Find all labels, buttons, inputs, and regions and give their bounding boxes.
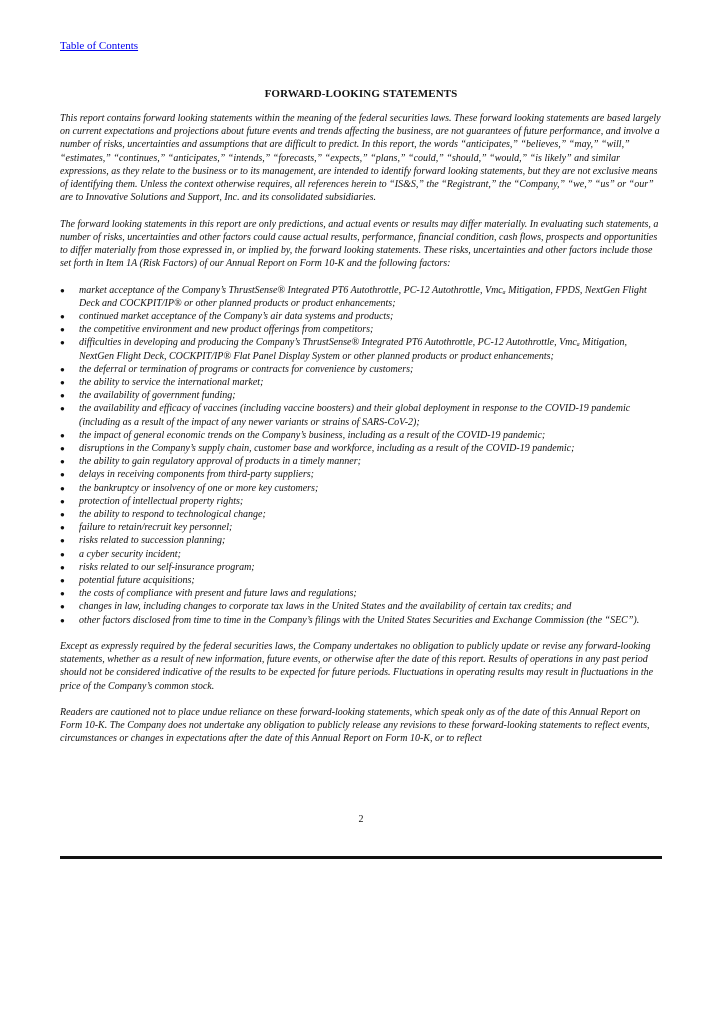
list-item bbox=[60, 310, 662, 323]
list-item bbox=[60, 508, 662, 521]
list-item-text: disruptions in the Company’s supply chain, customer base and workforce, including as a result of the COVID-19 pandemic; bbox=[79, 443, 575, 455]
list-item bbox=[60, 284, 662, 310]
list-item-text: the availability and efficacy of vaccines (including vaccine boosters) and their global deployment in response to the COVID-19 pandemic (including as a result of the impact of any newer variants or strains of SARS-CoV-2); bbox=[79, 403, 631, 428]
list-item bbox=[60, 336, 662, 362]
list-item-text: continued market acceptance of the Company’s air data systems and products; bbox=[79, 311, 394, 323]
list-item bbox=[60, 521, 662, 534]
list-item-text: difficulties in developing and producing the Company’s ThrustSense® Integrated PT6 Autothrottle, PC-12 Autothrottle, Vmcₐ Mitigation, NextGen Flight Deck, COCKPIT/IP® Flat Panel Display System or other planned products or product enhancements; bbox=[79, 337, 627, 362]
list-item bbox=[60, 363, 662, 376]
table-of-contents-link[interactable]: Table of Contents bbox=[60, 40, 139, 52]
intro-paragraph: This report contains forward looking statements within the meaning of the federal securities laws. These forward looking statements are based largely on current expectations and projections about future events and trends affecting the business, are not guarantees of future performance, and involve a number of risks, uncertainties and assumptions that are difficult to predict. In this report, the words “anticipates,” “believes,” “may,” “will,” “estimates,” “continues,” “anticipates,” “intends,” “forecasts,” “expects,” “plans,” “could,” “should,” “would,” “is likely” and similar expressions, as they relate to the business or to its management, are intended to identify forward looking statements, but they are not exclusive means of identifying them. Unless the context otherwise requires, all references herein to “IS&S,” the “Registrant,” the “Company,” “we,” “us” or “our” are to Innovative Solutions and Support, Inc. and its consolidated subsidiaries. bbox=[60, 113, 661, 204]
list-item-text: the ability to gain regulatory approval of products in a timely manner; bbox=[79, 456, 361, 468]
list-item-text: the impact of general economic trends on the Company’s business, including as a result of the COVID-19 pandemic; bbox=[79, 429, 546, 441]
list-item-text: the bankruptcy or insolvency of one or more key customers; bbox=[79, 482, 319, 494]
bullet-icon: ● bbox=[60, 549, 65, 559]
bullet-icon: ● bbox=[60, 536, 65, 546]
bullet-icon: ● bbox=[60, 496, 65, 506]
list-item bbox=[60, 323, 662, 336]
caution-paragraph: Readers are cautioned not to place undue reliance on these forward-looking statements, which speak only as of the date of this Annual Report on Form 10-K. The Company does not undertake any obligation to publicly release any revisions to these forward-looking statements to reflect events, circumstances or changes in expectations after the date of this Annual Report on Form 10-K, or to reflect bbox=[60, 707, 650, 745]
list-item-text: the ability to service the international market; bbox=[79, 377, 264, 389]
list-item-text: protection of intellectual property rights; bbox=[79, 495, 244, 507]
list-item bbox=[60, 600, 662, 613]
page-divider bbox=[60, 856, 662, 859]
list-item bbox=[60, 376, 662, 389]
obligation-paragraph: Except as expressly required by the federal securities laws, the Company undertakes no obligation to publicly update or revise any forward-looking statements, whether as a result of new information, future events, or otherwise after the date of this report. Results of operations in any past period should not be considered indicative of the results to be expected for future periods. Fluctuations in operating results may result in fluctuations in the price of the Company’s common stock. bbox=[60, 641, 654, 692]
page-number: 2 bbox=[358, 814, 364, 825]
bullet-icon: ● bbox=[60, 470, 65, 480]
list-item bbox=[60, 389, 662, 402]
list-item bbox=[60, 442, 662, 455]
list-item bbox=[60, 561, 662, 574]
bullet-icon: ● bbox=[60, 457, 65, 467]
list-item bbox=[60, 534, 662, 547]
risk-factor-list bbox=[60, 284, 662, 627]
list-item-text: the costs of compliance with present and future laws and regulations; bbox=[79, 588, 357, 600]
list-item-text: the competitive environment and new product offerings from competitors; bbox=[79, 324, 374, 336]
bullet-icon: ● bbox=[60, 523, 65, 533]
list-item bbox=[60, 495, 662, 508]
list-item-text: risks related to our self-insurance program; bbox=[79, 561, 255, 573]
bullet-icon: ● bbox=[60, 444, 65, 454]
bullet-icon: ● bbox=[60, 576, 65, 586]
list-item bbox=[60, 468, 662, 481]
bullet-icon: ● bbox=[60, 404, 65, 414]
page-title: FORWARD-LOOKING STATEMENTS bbox=[264, 88, 458, 100]
list-item-text: changes in law, including changes to corporate tax laws in the United States and the availability of certain tax credits; and bbox=[79, 601, 572, 613]
bullet-icon: ● bbox=[60, 364, 65, 374]
bullet-icon: ● bbox=[60, 338, 65, 348]
bullet-icon: ● bbox=[60, 430, 65, 440]
bullet-icon: ● bbox=[60, 589, 65, 599]
list-item-text: the availability of government funding; bbox=[79, 390, 236, 402]
list-item bbox=[60, 574, 662, 587]
bullet-icon: ● bbox=[60, 483, 65, 493]
list-item bbox=[60, 587, 662, 600]
bullet-icon: ● bbox=[60, 562, 65, 572]
bullet-icon: ● bbox=[60, 285, 65, 295]
list-item bbox=[60, 614, 662, 627]
bullet-icon: ● bbox=[60, 391, 65, 401]
document-body bbox=[60, 112, 662, 759]
bullet-icon: ● bbox=[60, 325, 65, 335]
bullet-icon: ● bbox=[60, 312, 65, 322]
list-item-text: delays in receiving components from third-party suppliers; bbox=[79, 469, 314, 481]
list-item-text: potential future acquisitions; bbox=[79, 575, 195, 587]
list-item-text: other factors disclosed from time to time in the Company’s filings with the United States Securities and Exchange Commission (the “SEC”). bbox=[79, 614, 640, 626]
list-item bbox=[60, 455, 662, 468]
list-item bbox=[60, 429, 662, 442]
bullet-icon: ● bbox=[60, 602, 65, 612]
list-item bbox=[60, 402, 662, 428]
list-item-text: a cyber security incident; bbox=[79, 548, 181, 560]
list-item bbox=[60, 548, 662, 561]
list-item-text: market acceptance of the Company’s ThrustSense® Integrated PT6 Autothrottle, PC-12 Autothrottle, Vmcₐ Mitigation, FPDS, NextGen Flight Deck and COCKPIT/IP® or other planned products or product enhancements; bbox=[79, 284, 647, 309]
list-item-text: the ability to respond to technological change; bbox=[79, 509, 266, 521]
list-item-text: risks related to succession planning; bbox=[79, 535, 226, 547]
bullet-icon: ● bbox=[60, 510, 65, 520]
bullet-icon: ● bbox=[60, 615, 65, 625]
list-item bbox=[60, 482, 662, 495]
risk-intro-paragraph: The forward looking statements in this report are only predictions, and actual events or results may differ materially. In evaluating such statements, a number of risks, uncertainties and other factors could cause actual results, performance, financial condition, cash flows, prospects and opportunities to differ materially from those expressed in, or implied by, the forward looking statements. These risks, uncertainties and other factors include those set forth in Item 1A (Risk Factors) of our Annual Report on Form 10-K and the following factors: bbox=[60, 218, 659, 270]
list-item-text: the deferral or termination of programs or contracts for convenience by customers; bbox=[79, 363, 414, 375]
bullet-icon: ● bbox=[60, 378, 65, 388]
list-item-text: failure to retain/recruit key personnel; bbox=[79, 522, 233, 534]
